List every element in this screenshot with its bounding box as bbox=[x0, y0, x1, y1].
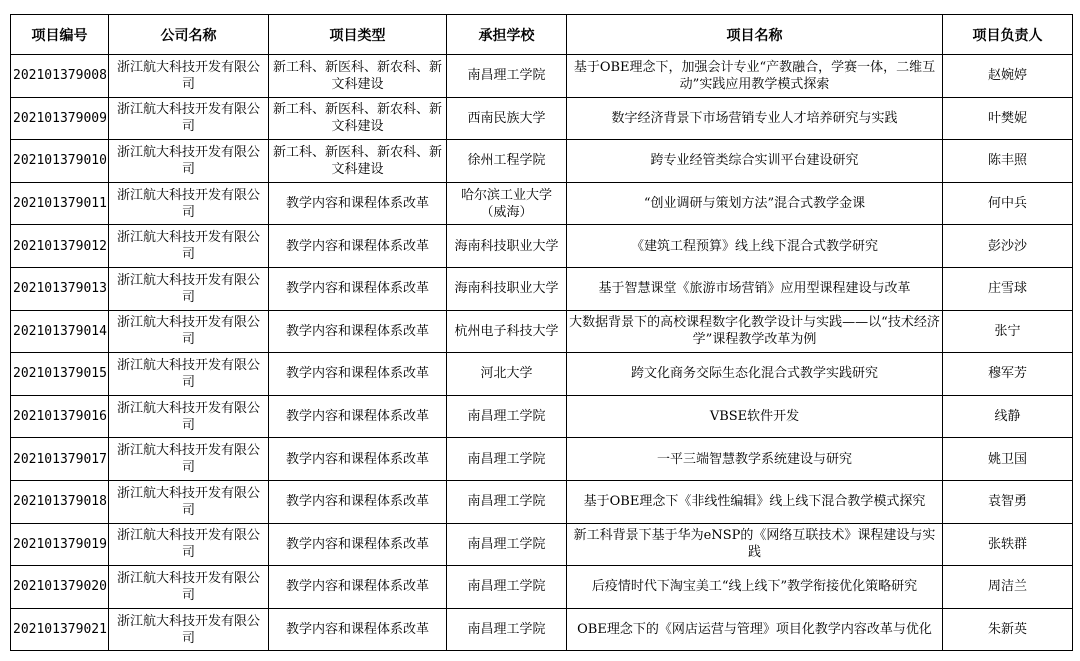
cell-school: 河北大学 bbox=[447, 353, 567, 396]
cell-project-name: 跨专业经管类综合实训平台建设研究 bbox=[567, 140, 943, 183]
table-row bbox=[11, 225, 1073, 268]
cell-project-id: 202101379019 bbox=[11, 523, 109, 566]
cell-project-leader: 周洁兰 bbox=[943, 566, 1073, 609]
table-row bbox=[11, 182, 1073, 225]
cell-project-name: 大数据背景下的高校课程数字化教学设计与实践——以“技术经济学”课程教学改革为例 bbox=[567, 310, 943, 353]
cell-project-leader: 姚卫国 bbox=[943, 438, 1073, 481]
cell-company-name: 浙江航大科技开发有限公司 bbox=[109, 438, 269, 481]
cell-company-name: 浙江航大科技开发有限公司 bbox=[109, 480, 269, 523]
cell-project-leader: 何中兵 bbox=[943, 182, 1073, 225]
cell-school: 南昌理工学院 bbox=[447, 438, 567, 481]
cell-school: 南昌理工学院 bbox=[447, 55, 567, 98]
cell-project-name: 数字经济背景下市场营销专业人才培养研究与实践 bbox=[567, 97, 943, 140]
cell-company-name: 浙江航大科技开发有限公司 bbox=[109, 395, 269, 438]
cell-project-type: 教学内容和课程体系改革 bbox=[269, 395, 447, 438]
header-school: 承担学校 bbox=[447, 15, 567, 55]
cell-project-type: 新工科、新医科、新农科、新文科建设 bbox=[269, 97, 447, 140]
cell-company-name: 浙江航大科技开发有限公司 bbox=[109, 353, 269, 396]
cell-project-id: 202101379021 bbox=[11, 608, 109, 651]
cell-school: 南昌理工学院 bbox=[447, 480, 567, 523]
cell-school: 西南民族大学 bbox=[447, 97, 567, 140]
cell-project-type: 教学内容和课程体系改革 bbox=[269, 182, 447, 225]
cell-project-leader: 线静 bbox=[943, 395, 1073, 438]
table-header-row bbox=[11, 15, 1073, 55]
cell-school: 哈尔滨工业大学（威海） bbox=[447, 182, 567, 225]
cell-project-type: 新工科、新医科、新农科、新文科建设 bbox=[269, 55, 447, 98]
cell-project-id: 202101379008 bbox=[11, 55, 109, 98]
cell-project-type: 教学内容和课程体系改革 bbox=[269, 267, 447, 310]
table-row bbox=[11, 566, 1073, 609]
cell-school: 杭州电子科技大学 bbox=[447, 310, 567, 353]
table-row bbox=[11, 523, 1073, 566]
cell-project-leader: 陈丰照 bbox=[943, 140, 1073, 183]
cell-project-type: 新工科、新医科、新农科、新文科建设 bbox=[269, 140, 447, 183]
cell-school: 南昌理工学院 bbox=[447, 566, 567, 609]
table-row bbox=[11, 480, 1073, 523]
cell-project-id: 202101379013 bbox=[11, 267, 109, 310]
cell-project-id: 202101379014 bbox=[11, 310, 109, 353]
cell-company-name: 浙江航大科技开发有限公司 bbox=[109, 566, 269, 609]
table-row bbox=[11, 608, 1073, 651]
cell-project-id: 202101379011 bbox=[11, 182, 109, 225]
cell-project-id: 202101379015 bbox=[11, 353, 109, 396]
cell-school: 南昌理工学院 bbox=[447, 523, 567, 566]
cell-project-leader: 袁智勇 bbox=[943, 480, 1073, 523]
cell-school: 南昌理工学院 bbox=[447, 608, 567, 651]
cell-project-id: 202101379016 bbox=[11, 395, 109, 438]
cell-school: 海南科技职业大学 bbox=[447, 225, 567, 268]
table-row bbox=[11, 438, 1073, 481]
cell-school: 南昌理工学院 bbox=[447, 395, 567, 438]
cell-project-name: 跨文化商务交际生态化混合式教学实践研究 bbox=[567, 353, 943, 396]
cell-project-type: 教学内容和课程体系改革 bbox=[269, 566, 447, 609]
table-row bbox=[11, 140, 1073, 183]
cell-company-name: 浙江航大科技开发有限公司 bbox=[109, 523, 269, 566]
cell-project-type: 教学内容和课程体系改革 bbox=[269, 353, 447, 396]
table-row bbox=[11, 55, 1073, 98]
table-row bbox=[11, 310, 1073, 353]
table-row bbox=[11, 353, 1073, 396]
cell-project-leader: 叶樊妮 bbox=[943, 97, 1073, 140]
cell-company-name: 浙江航大科技开发有限公司 bbox=[109, 267, 269, 310]
cell-project-leader: 赵婉婷 bbox=[943, 55, 1073, 98]
header-project-id: 项目编号 bbox=[11, 15, 109, 55]
cell-company-name: 浙江航大科技开发有限公司 bbox=[109, 608, 269, 651]
table-row bbox=[11, 395, 1073, 438]
cell-project-type: 教学内容和课程体系改革 bbox=[269, 438, 447, 481]
cell-school: 徐州工程学院 bbox=[447, 140, 567, 183]
cell-project-name: 基于OBE理念下《非线性编辑》线上线下混合教学模式探究 bbox=[567, 480, 943, 523]
cell-project-leader: 彭沙沙 bbox=[943, 225, 1073, 268]
cell-project-name: “创业调研与策划方法”混合式教学金课 bbox=[567, 182, 943, 225]
cell-project-type: 教学内容和课程体系改革 bbox=[269, 480, 447, 523]
cell-project-id: 202101379009 bbox=[11, 97, 109, 140]
table-row bbox=[11, 97, 1073, 140]
cell-project-type: 教学内容和课程体系改革 bbox=[269, 608, 447, 651]
header-project-type: 项目类型 bbox=[269, 15, 447, 55]
cell-project-id: 202101379017 bbox=[11, 438, 109, 481]
cell-project-leader: 庄雪球 bbox=[943, 267, 1073, 310]
cell-company-name: 浙江航大科技开发有限公司 bbox=[109, 55, 269, 98]
table-body bbox=[11, 55, 1073, 651]
cell-project-type: 教学内容和课程体系改革 bbox=[269, 310, 447, 353]
header-company-name: 公司名称 bbox=[109, 15, 269, 55]
cell-company-name: 浙江航大科技开发有限公司 bbox=[109, 140, 269, 183]
cell-project-name: 一平三端智慧教学系统建设与研究 bbox=[567, 438, 943, 481]
cell-project-leader: 张宁 bbox=[943, 310, 1073, 353]
cell-project-type: 教学内容和课程体系改革 bbox=[269, 225, 447, 268]
cell-project-leader: 张轶群 bbox=[943, 523, 1073, 566]
header-project-leader: 项目负责人 bbox=[943, 15, 1073, 55]
cell-project-name: 基于OBE理念下，加强会计专业“产教融合，学赛一体，二维互动”实践应用教学模式探索 bbox=[567, 55, 943, 98]
header-project-name: 项目名称 bbox=[567, 15, 943, 55]
cell-project-type: 教学内容和课程体系改革 bbox=[269, 523, 447, 566]
project-table bbox=[10, 14, 1073, 651]
cell-project-name: 《建筑工程预算》线上线下混合式教学研究 bbox=[567, 225, 943, 268]
cell-project-name: 基于智慧课堂《旅游市场营销》应用型课程建设与改革 bbox=[567, 267, 943, 310]
cell-company-name: 浙江航大科技开发有限公司 bbox=[109, 310, 269, 353]
cell-school: 海南科技职业大学 bbox=[447, 267, 567, 310]
cell-project-id: 202101379010 bbox=[11, 140, 109, 183]
cell-company-name: 浙江航大科技开发有限公司 bbox=[109, 225, 269, 268]
cell-project-name: VBSE软件开发 bbox=[567, 395, 943, 438]
cell-project-name: 新工科背景下基于华为eNSP的《网络互联技术》课程建设与实践 bbox=[567, 523, 943, 566]
cell-company-name: 浙江航大科技开发有限公司 bbox=[109, 182, 269, 225]
cell-project-name: 后疫情时代下淘宝美工“线上线下”教学衔接优化策略研究 bbox=[567, 566, 943, 609]
table-row bbox=[11, 267, 1073, 310]
cell-project-id: 202101379012 bbox=[11, 225, 109, 268]
cell-company-name: 浙江航大科技开发有限公司 bbox=[109, 97, 269, 140]
cell-project-name: OBE理念下的《网店运营与管理》项目化教学内容改革与优化 bbox=[567, 608, 943, 651]
cell-project-id: 202101379018 bbox=[11, 480, 109, 523]
cell-project-id: 202101379020 bbox=[11, 566, 109, 609]
cell-project-leader: 朱新英 bbox=[943, 608, 1073, 651]
cell-project-leader: 穆军芳 bbox=[943, 353, 1073, 396]
